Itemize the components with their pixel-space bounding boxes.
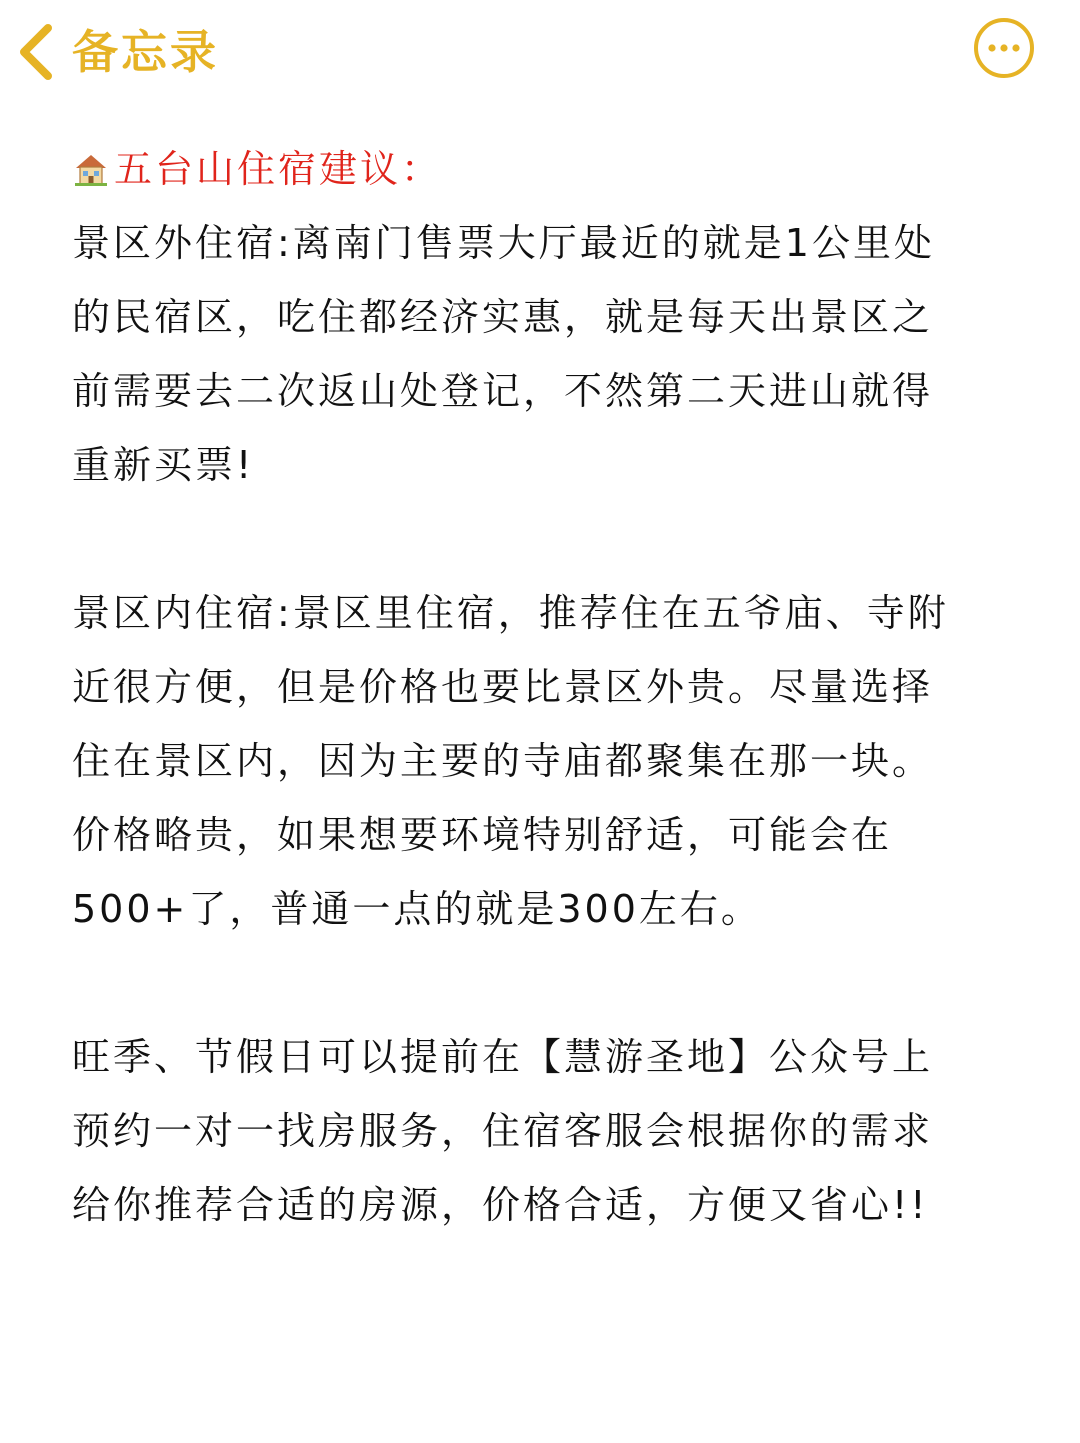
text-line: 景区内住宿:景区里住宿，推荐住在五爷庙、寺附 [72, 591, 949, 635]
text-line: 的民宿区，吃住都经济实惠，就是每天出景区之 [72, 295, 934, 339]
house-icon [72, 150, 110, 188]
paragraph-spacer [72, 502, 1012, 576]
paragraph-outside [72, 206, 1012, 502]
text-line: 景区外住宿:离南门售票大厅最近的就是1公里处 [72, 221, 935, 265]
note-body[interactable] [72, 132, 1012, 1242]
note-title: 五台山住宿建议： [114, 147, 443, 191]
paragraph-booking [72, 1020, 1012, 1242]
text-line: 重新买票! [72, 443, 255, 487]
text-line: 前需要去二次返山处登记，不然第二天进山就得 [72, 369, 934, 413]
text-line: 近很方便，但是价格也要比景区外贵。尽量选择 [72, 665, 934, 709]
text-line: 旺季、节假日可以提前在【慧游圣地】公众号上 [72, 1035, 934, 1079]
text-line: 500+了，普通一点的就是300左右。 [72, 887, 762, 931]
paragraph-spacer [72, 946, 1012, 1020]
navigation-bar [0, 0, 1080, 110]
back-label: 备忘录 [72, 25, 219, 79]
chevron-left-icon [14, 22, 58, 82]
back-button[interactable] [14, 14, 219, 90]
text-line: 住在景区内，因为主要的寺庙都聚集在那一块。 [72, 739, 934, 783]
more-horizontal-icon [972, 16, 1036, 80]
text-line: 预约一对一找房服务，住宿客服会根据你的需求 [72, 1109, 934, 1153]
text-line: 价格略贵，如果想要环境特别舒适，可能会在 [72, 813, 893, 857]
text-line: 给你推荐合适的房源，价格合适，方便又省心!! [72, 1183, 929, 1227]
paragraph-inside [72, 576, 1012, 946]
more-button[interactable] [972, 16, 1036, 80]
note-title-line [72, 132, 1012, 206]
